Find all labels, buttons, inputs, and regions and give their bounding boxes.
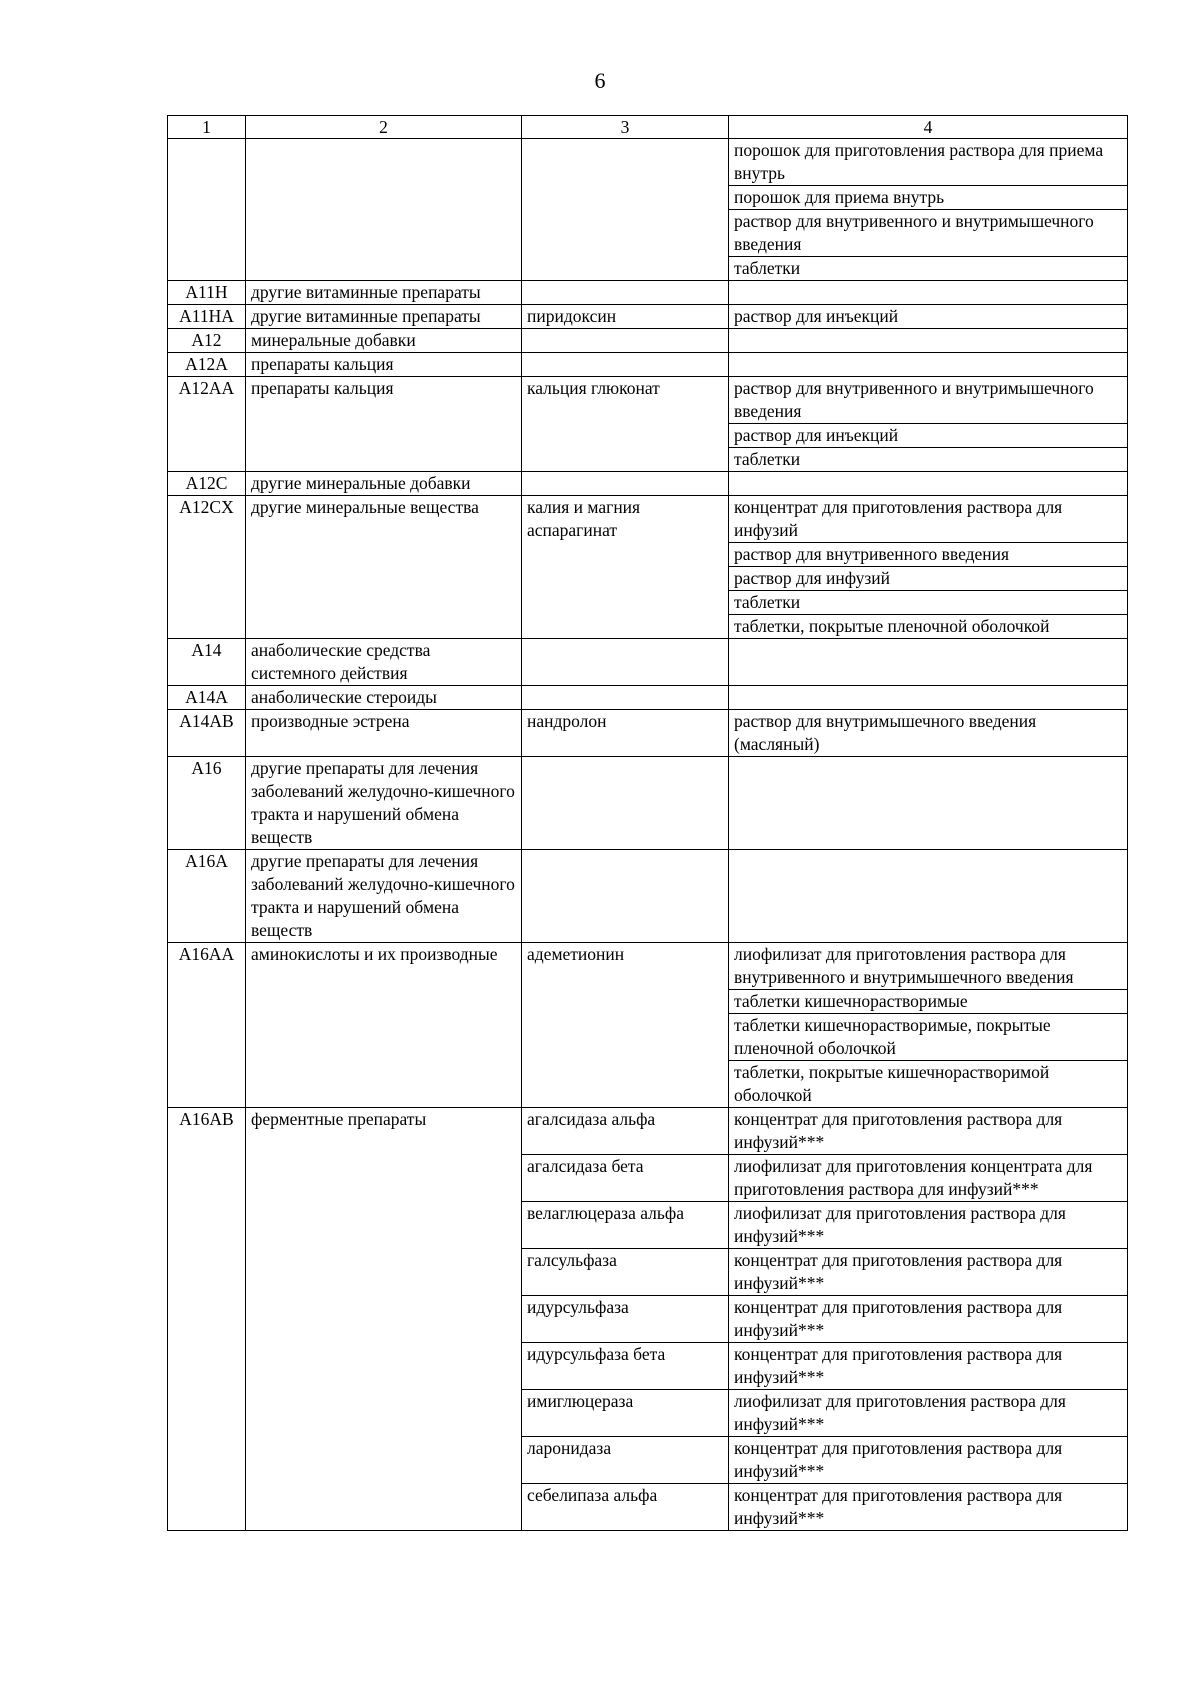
atc-code-cell: A12A [168, 353, 246, 377]
dosage-form-cell [729, 353, 1128, 377]
column-header: 4 [729, 116, 1128, 139]
dosage-form-cell: таблетки кишечнорастворимые [729, 990, 1128, 1014]
dosage-form-cell [729, 329, 1128, 353]
dosage-form-cell: лиофилизат для приготовления раствора для внутривенного и внутримышечного введения [729, 943, 1128, 990]
dosage-form-cell: концентрат для приготовления раствора для инфузий*** [729, 1484, 1128, 1531]
atc-code-cell: A12C [168, 472, 246, 496]
dosage-form-cell: раствор для инъекций [729, 305, 1128, 329]
table-row [168, 943, 1128, 990]
table-body [168, 139, 1128, 1531]
group-name-cell: ферментные препараты [246, 1108, 522, 1531]
dosage-form-cell: раствор для внутримышечного введения (масляный) [729, 710, 1128, 757]
page-number: 6 [594, 68, 606, 93]
dosage-form-cell: лиофилизат для приготовления раствора для инфузий*** [729, 1390, 1128, 1437]
drug-name-cell: адеметионин [522, 943, 729, 1108]
drug-name-cell: велаглюцераза альфа [522, 1202, 729, 1249]
drug-name-cell: идурсульфаза [522, 1296, 729, 1343]
drug-name-cell [522, 757, 729, 850]
dosage-form-cell: раствор для внутривенного введения [729, 543, 1128, 567]
atc-code-cell: A16AB [168, 1108, 246, 1531]
dosage-form-cell: концентрат для приготовления раствора для инфузий*** [729, 1296, 1128, 1343]
drug-name-cell [522, 353, 729, 377]
dosage-form-cell: раствор для инъекций [729, 424, 1128, 448]
dosage-form-cell: таблетки [729, 591, 1128, 615]
dosage-form-cell: концентрат для приготовления раствора для инфузий*** [729, 1249, 1128, 1296]
group-name-cell: производные эстрена [246, 710, 522, 757]
dosage-form-cell: лиофилизат для приготовления концентрата для приготовления раствора для инфузий*** [729, 1155, 1128, 1202]
group-name-cell: другие витаминные препараты [246, 281, 522, 305]
dosage-form-cell [729, 850, 1128, 943]
table-row [168, 1108, 1128, 1155]
table-row [168, 472, 1128, 496]
table-row [168, 850, 1128, 943]
atc-code-cell: A16A [168, 850, 246, 943]
drug-name-cell: пиридоксин [522, 305, 729, 329]
dosage-form-cell: таблетки, покрытые пленочной оболочкой [729, 615, 1128, 639]
dosage-form-cell: таблетки кишечнорастворимые, покрытые пленочной оболочкой [729, 1014, 1128, 1061]
drug-name-cell: имиглюцераза [522, 1390, 729, 1437]
dosage-form-cell: лиофилизат для приготовления раствора для инфузий*** [729, 1202, 1128, 1249]
atc-code-cell: A16 [168, 757, 246, 850]
group-name-cell [246, 139, 522, 281]
group-name-cell: препараты кальция [246, 353, 522, 377]
atc-code-cell [168, 139, 246, 281]
dosage-form-cell [729, 639, 1128, 686]
dosage-form-cell: порошок для приготовления раствора для приема внутрь [729, 139, 1128, 186]
dosage-form-cell [729, 472, 1128, 496]
column-header: 3 [522, 116, 729, 139]
atc-code-cell: A14A [168, 686, 246, 710]
table-row [168, 377, 1128, 424]
drug-name-cell [522, 850, 729, 943]
drug-name-cell: галсульфаза [522, 1249, 729, 1296]
table-row [168, 305, 1128, 329]
drug-name-cell: агалсидаза бета [522, 1155, 729, 1202]
dosage-form-cell [729, 686, 1128, 710]
drug-name-cell [522, 281, 729, 305]
drug-name-cell: кальция глюконат [522, 377, 729, 472]
table-row [168, 757, 1128, 850]
drug-name-cell: нандролон [522, 710, 729, 757]
atc-code-cell: A16AA [168, 943, 246, 1108]
atc-code-cell: A12AA [168, 377, 246, 472]
atc-code-cell: A12 [168, 329, 246, 353]
group-name-cell: другие минеральные вещества [246, 496, 522, 639]
table-row [168, 139, 1128, 186]
dosage-form-cell: таблетки [729, 448, 1128, 472]
drug-name-cell: калия и магния аспарагинат [522, 496, 729, 639]
dosage-form-cell: концентрат для приготовления раствора для инфузий [729, 496, 1128, 543]
table-row [168, 639, 1128, 686]
dosage-form-cell: концентрат для приготовления раствора для инфузий*** [729, 1437, 1128, 1484]
table-row [168, 710, 1128, 757]
group-name-cell: анаболические стероиды [246, 686, 522, 710]
atc-code-cell: A11HA [168, 305, 246, 329]
dosage-form-cell [729, 757, 1128, 850]
drug-name-cell [522, 139, 729, 281]
drug-name-cell [522, 472, 729, 496]
dosage-form-cell: таблетки [729, 257, 1128, 281]
column-header: 1 [168, 116, 246, 139]
drug-name-cell: себелипаза альфа [522, 1484, 729, 1531]
group-name-cell: препараты кальция [246, 377, 522, 472]
table-row [168, 329, 1128, 353]
atc-code-cell: A14AB [168, 710, 246, 757]
drug-name-cell [522, 686, 729, 710]
dosage-form-cell: раствор для инфузий [729, 567, 1128, 591]
group-name-cell: другие препараты для лечения заболеваний желудочно-кишечного тракта и нарушений обмена веществ [246, 757, 522, 850]
drug-name-cell: агалсидаза альфа [522, 1108, 729, 1155]
drug-name-cell [522, 329, 729, 353]
table-row [168, 496, 1128, 543]
atc-code-cell: A11H [168, 281, 246, 305]
atc-code-cell: A14 [168, 639, 246, 686]
group-name-cell: анаболические средства системного действия [246, 639, 522, 686]
dosage-form-cell: раствор для внутривенного и внутримышечного введения [729, 377, 1128, 424]
dosage-form-cell: концентрат для приготовления раствора для инфузий*** [729, 1108, 1128, 1155]
drug-name-cell: ларонидаза [522, 1437, 729, 1484]
dosage-form-cell: порошок для приема внутрь [729, 186, 1128, 210]
drug-name-cell [522, 639, 729, 686]
group-name-cell: другие витаминные препараты [246, 305, 522, 329]
group-name-cell: другие минеральные добавки [246, 472, 522, 496]
table-header-row [168, 116, 1128, 139]
dosage-form-cell: концентрат для приготовления раствора для инфузий*** [729, 1343, 1128, 1390]
table-row [168, 353, 1128, 377]
dosage-form-cell [729, 281, 1128, 305]
group-name-cell: минеральные добавки [246, 329, 522, 353]
group-name-cell: аминокислоты и их производные [246, 943, 522, 1108]
atc-code-cell: A12CX [168, 496, 246, 639]
drug-name-cell: идурсульфаза бета [522, 1343, 729, 1390]
dosage-form-cell: раствор для внутривенного и внутримышечного введения [729, 210, 1128, 257]
drug-table [167, 115, 1128, 1531]
dosage-form-cell: таблетки, покрытые кишечнорастворимой оболочкой [729, 1061, 1128, 1108]
column-header: 2 [246, 116, 522, 139]
table-row [168, 686, 1128, 710]
table-row [168, 281, 1128, 305]
group-name-cell: другие препараты для лечения заболеваний желудочно-кишечного тракта и нарушений обмена веществ [246, 850, 522, 943]
